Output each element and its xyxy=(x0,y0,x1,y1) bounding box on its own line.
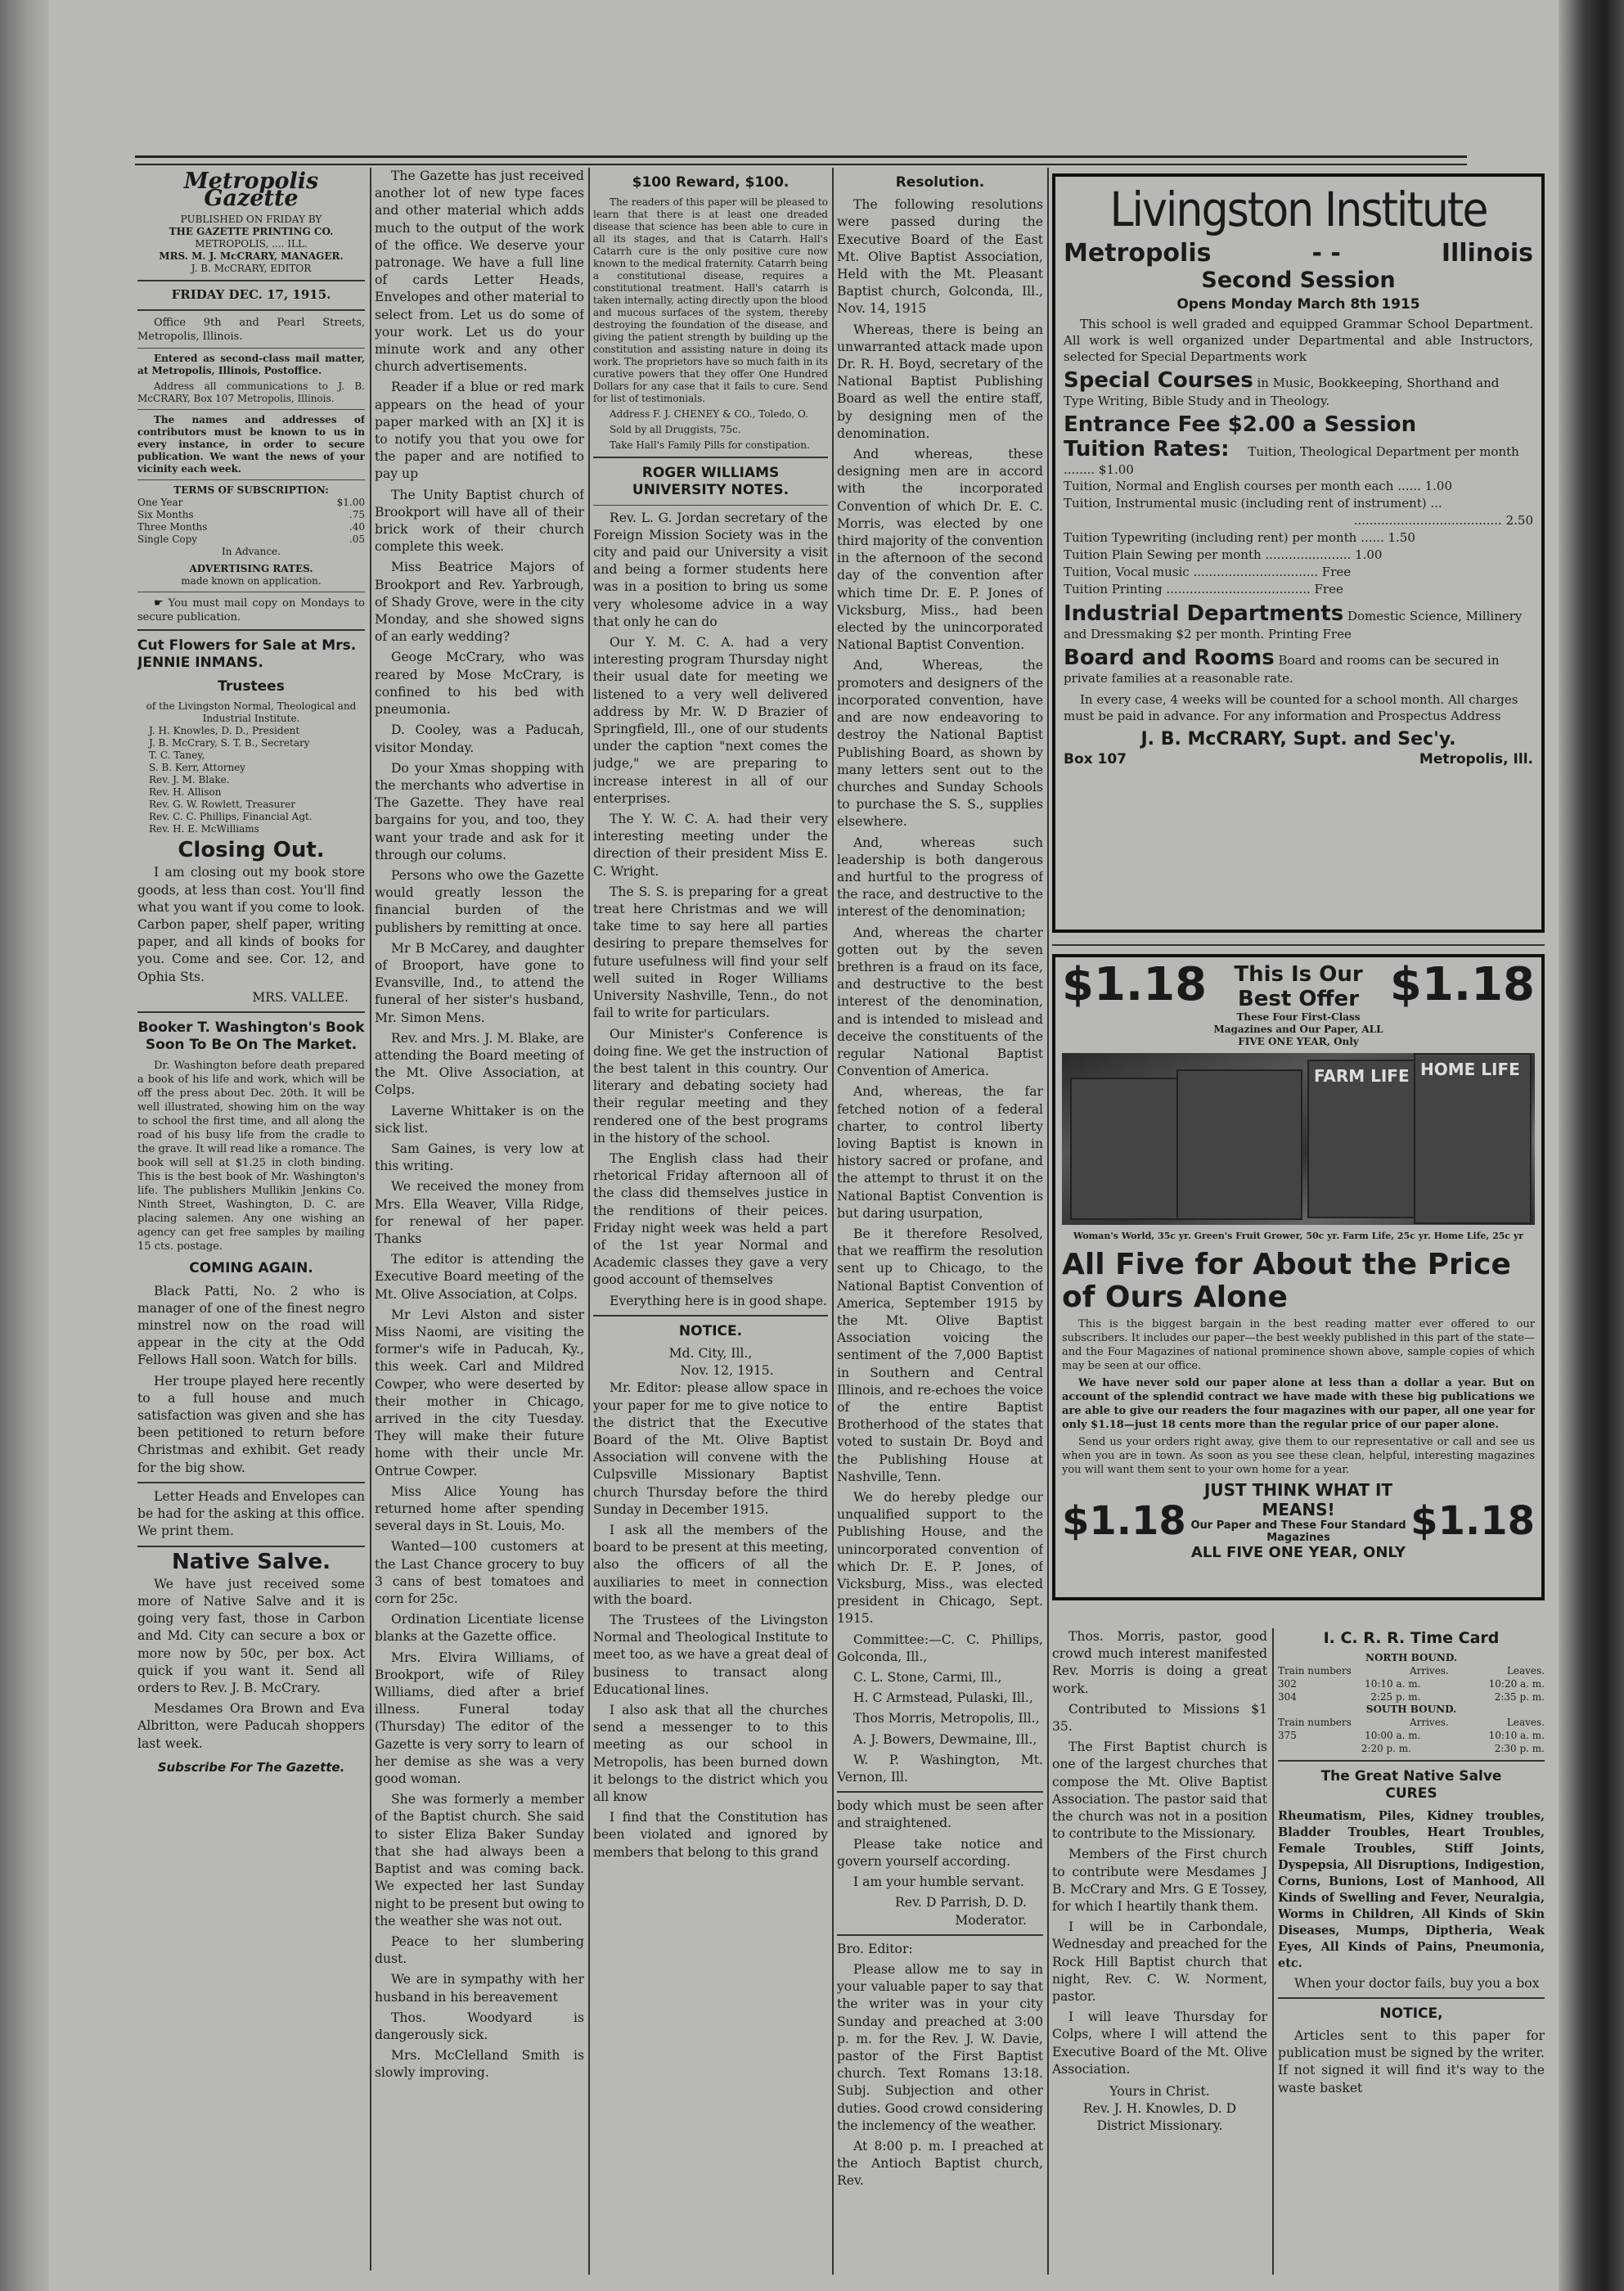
resolution-text: And, whereas, the far fetched notion of a federal charter, to control liberty loving Baptist is known in history sacred or profane, and the attempt to thrust it on the National Baptist Convention is but daring usurpation, xyxy=(837,1084,1043,1221)
divider xyxy=(137,629,365,631)
offer-just-think-sub: Our Paper and These Four Standard Magazines xyxy=(1190,1519,1406,1544)
offer-big-heading: All Five for About the Price of Ours Alone xyxy=(1062,1248,1511,1314)
notice-date: Nov. 12, 1915. xyxy=(680,1363,774,1379)
letter-signature-title: District Missionary. xyxy=(1096,2118,1223,2134)
university-note: The English class had their rhetorical Friday afternoon all of the class did themselves justice in the renditions of their peices. Friday night week was held a part of the 1st year Normal and Academic classes they gave a very good account of themselves xyxy=(593,1150,828,1288)
closing-out-signature: MRS. VALLEE. xyxy=(252,989,349,1005)
university-note: Our Minister's Conference is doing fine. We get the instruction of the best talent in this country. Our literary and debating society had their regular meeting and they rendered one of the best programs in the history of the school. xyxy=(593,1026,828,1146)
entered-notice: Entered as second-class mail matter, at Metropolis, Illinois, Postoffice. xyxy=(137,352,365,376)
masthead-line: PUBLISHED ON FRIDAY BY xyxy=(180,214,322,226)
divider xyxy=(137,409,365,410)
institute-city: Metropolis - - Illinois xyxy=(1064,239,1533,268)
offer-footer xyxy=(1062,1480,1535,1561)
booker-heading: Booker T. Washington's Book Soon To Be On The Market. xyxy=(137,1019,365,1054)
office-address: Office 9th and Pearl Streets, Metropolis, Illinois. xyxy=(137,316,365,343)
notice-continued: body which must be seen after and straightened. xyxy=(837,1798,1043,1831)
magazine-offer-ad xyxy=(1052,954,1545,1600)
advertisement-area xyxy=(1052,173,1545,1618)
time-card-row: 304 2:25 p. m. 2:35 p. m. xyxy=(1278,1691,1545,1704)
tuition-row: Tuition Printing ..................................... Free xyxy=(1064,582,1343,596)
local-item: Reader if a blue or red mark appears on the head of your paper marked with an [X] it is to notify you that you owe for the paper and are notified to pay up xyxy=(375,380,584,482)
terms-advance: In Advance. xyxy=(222,545,281,557)
terms-row: Three Months .40 xyxy=(137,520,365,533)
masthead-line: METROPOLIS, .... ILL. xyxy=(195,238,308,250)
notice-continued: Please take notice and govern yourself according. xyxy=(837,1836,1043,1869)
local-item: Persons who owe the Gazette would greatly lesson the financial burden of the publishers by remitting at once. xyxy=(375,867,584,935)
divider xyxy=(837,1791,1043,1793)
divider xyxy=(837,1934,1043,1936)
offer-text: This is the biggest bargain in the best reading matter ever offered to our subscribers. It includes our paper—the best weekly published in this part of the state—and the Four Magazines of national prominence shown above, sample copies of which may be seen at our office. xyxy=(1062,1318,1535,1372)
university-note: Rev. L. G. Jordan secretary of the Foreign Mission Society was in the city and paid our University a visit and being a former students here was in a position to bring us some very wholesome advice in a way that only he can do xyxy=(593,510,828,629)
terms-row: Six Months .75 xyxy=(137,508,365,520)
trustees-line: Rev. J. M. Blake. xyxy=(149,774,230,786)
resolution-text: And, whereas the charter gotten out by the seven brethren is a fraud on its face, and destructive to the best interest of the denomination, and is intended to mislead and deceive the constituents of the regular National Baptist Convention of America. xyxy=(837,925,1043,1079)
notice-text: Articles sent to this paper for publication must be signed by the writer. If not signed it will find it's way to the waste basket xyxy=(1278,2028,1545,2095)
tuition-row: Tuition, Vocal music ................................ Free xyxy=(1064,565,1352,579)
local-item: We received the money from Mrs. Ella Weaver, Villa Ridge, for renewal of her paper. Thanks xyxy=(375,1179,584,1246)
resolution-text: The following resolutions were passed during the Executive Board of the East Mt. Olive Baptist Association, Held with the Mt. Pleasant Baptist church, Golconda, Ill., Nov. 14, 1915 xyxy=(837,197,1043,317)
scan-right-edge xyxy=(1559,0,1624,2291)
institute-tuition-rates: Tuition Rates: Tuition, Theological Department per month ........ $1.00 xyxy=(1064,437,1519,477)
flowers-notice: Cut Flowers for Sale at Mrs. JENNIE INMANS. xyxy=(137,637,357,671)
committee-line: H. C Armstead, Pulaski, Ill., xyxy=(853,1690,1033,1706)
offer-heading: This Is Our Best Offer xyxy=(1234,962,1363,1011)
salve-heading: The Great Native Salve xyxy=(1320,1768,1502,1785)
letter-closing: Yours in Christ. xyxy=(1109,2084,1210,2100)
divider xyxy=(1052,944,1545,946)
notice-text: I ask all the members of the board to be present at this meeting, also the officers of all the auxiliaries to meet in connection with the board. xyxy=(593,1522,828,1607)
divider xyxy=(1278,1760,1545,1762)
letter-text: At 8:00 p. m. I preached at the Antioch Baptist church, Rev. xyxy=(837,2138,1043,2189)
trustees-line: Rev. C. C. Phillips, Financial Agt. xyxy=(149,811,313,823)
column-rule xyxy=(588,168,590,2275)
notice-heading: NOTICE, xyxy=(1379,2005,1443,2022)
offer-price: $1.18 xyxy=(1062,1497,1186,1544)
committee-line: Committee:—C. C. Phillips, Golconda, Ill., xyxy=(837,1632,1043,1664)
terms-row: One Year $1.00 xyxy=(137,496,365,508)
notice-text: I find that the Constitution has been violated and ignored by members that belong to this grand xyxy=(593,1810,828,1860)
offer-text: We have never sold our paper alone at less than a dollar a year. But on account of the splendid contract we have made with these big publications we are able to give our readers the four magazines with our paper, all one year for only $1.18—just 18 cents more than the regular price of our paper alone. xyxy=(1062,1377,1535,1431)
resolution-text: Be it therefore Resolved, that we reaffirm the resolution sent up to Chicago, to the National Baptist Convention of America, September 1915 by the Mt. Olive Baptist Association voicing the sentiment of the 7,000 Baptist in Southern and Central Illinois, and re-echoes the voice of the entire Baptist Brotherhood of the states that voted to sustain Dr. Boyd and the Publishing House at Nashville, Tenn. xyxy=(837,1226,1043,1484)
coming-again-heading: COMING AGAIN. xyxy=(189,1260,313,1277)
local-item: Laverne Whittaker is on the sick list. xyxy=(375,1103,584,1136)
offer-text: Send us your orders right away, give them to our representative or call and see us when you are in town. As soon as you see these clean, helpful, interesting magazines you will want them sent to your own home for a year. xyxy=(1062,1436,1535,1476)
trustees-line: Rev. H. E. McWilliams xyxy=(149,823,259,835)
time-card-header-row: Train numbers Arrives. Leaves. xyxy=(1278,1717,1545,1729)
column-rule xyxy=(1047,168,1049,2275)
offer-caption: Woman's World, 35c yr. Green's Fruit Grower, 50c yr. Farm Life, 25c yr. Home Life, 25c yr xyxy=(1073,1231,1524,1241)
offer-just-think: JUST THINK WHAT IT MEANS! xyxy=(1203,1480,1393,1519)
column-rule xyxy=(832,168,834,2275)
divider xyxy=(593,457,828,458)
column-4 xyxy=(837,168,1043,2275)
issue-date: FRIDAY DEC. 17, 1915. xyxy=(171,287,331,303)
local-item: Sam Gaines, is very low at this writing. xyxy=(375,1141,584,1174)
pointing-hand-icon: ☛ xyxy=(154,596,164,610)
column-5a xyxy=(1052,1628,1267,2275)
divider xyxy=(593,505,828,506)
tuition-row: Tuition, Instrumental music (including rent of instrument) ... xyxy=(1064,496,1442,511)
livingston-institute-ad xyxy=(1052,173,1545,933)
reward-sold: Sold by all Druggists, 75c. xyxy=(610,424,741,436)
trustees-line: J. H. Knowles, D. D., President xyxy=(149,725,300,737)
contributors-notice: The names and addresses of contributors must be known to us in every instance, in order to secure publication. We want the news of your vicinity each week. xyxy=(137,413,365,475)
reward-text: The readers of this paper will be pleased to learn that there is at least one dreaded disease that science has been able to cure in all its stages, and that is Catarrh. Hall's Catarrh cure is the only positive cure now known to the medical fraternity. Catarrh being a constitutional disease, requires a constitutional treatment. Hall's catarrh is taken internally, acting directly upon the blood and mucous surfaces of the system, thereby destroying the foundation of the disease, and giving the patient strength by building up the constitution and assisting nature in doing its work. The proprietors have so much faith in its curative powers that they offer One Hundred Dollars for any case that it fails to cure. Send for list of testimonials. xyxy=(593,196,828,405)
institute-description: This school is well graded and equipped Grammar School Department. All work is well organized under Departmental and able Instructors, selected for Special Departments work xyxy=(1064,317,1533,364)
masthead-line: MRS. M. J. McCRARY, MANAGER. xyxy=(159,250,344,263)
time-card-header-row: Train numbers Arrives. Leaves. xyxy=(1278,1665,1545,1677)
native-salve-heading: Native Salve. xyxy=(172,1549,331,1574)
letter-salutation: Bro. Editor: xyxy=(837,1941,913,1956)
committee-line: W. P. Washington, Mt. Vernon, Ill. xyxy=(837,1752,1043,1785)
resolution-text: And, Whereas, the promoters and designers of the incorporated convention, have and are now endeavoring to destroy the National Baptist Publishing Board, as shown by many letters sent out to the churches and Sunday Schools to purchase the S. S., supplies elsewhere. xyxy=(837,658,1043,830)
magazine-covers-image xyxy=(1062,1053,1535,1225)
notice-place: Md. City, Ill., xyxy=(668,1345,753,1361)
salve-cures: CURES xyxy=(1385,1785,1437,1803)
divider xyxy=(137,280,365,281)
letter-text: The First Baptist church is one of the largest churches that compose the Mt. Olive Baptist Association. The pastor said that the church was not in a position to contribute to the Missionary. xyxy=(1052,1740,1267,1842)
offer-price: $1.18 xyxy=(1062,958,1208,1011)
divider xyxy=(137,479,365,480)
trustees-line: T. C. Taney, xyxy=(149,749,205,762)
divider xyxy=(1278,1997,1545,1999)
trustees-line: J. B. McCrary, S. T. B., Secretary xyxy=(149,737,310,749)
resolution-text: Whereas, there is being an unwarranted attack made upon Dr. R. H. Boyd, secretary of the National Baptist Publishing Board as well the entire staff, by designing men of the denomination. xyxy=(837,322,1043,441)
letter-text: Thos. Morris, pastor, good crowd much interest manifested Rev. Morris is doing a great work. xyxy=(1052,1629,1267,1696)
trustees-line: of the Livingston Normal, Theological and Industrial Institute. xyxy=(146,700,357,725)
local-item: Mrs. Elvira Williams, of Brookport, wife of Riley Williams, died after a brief illness. Funeral today (Thursday) The editor of the Gazette is very sorry to learn of her demise as she was a very good woman. xyxy=(375,1650,584,1787)
notice-text: The Trustees of the Livingston Normal and Theological Institute to meet too, as we have a great deal of business to transact along Educational lines. xyxy=(593,1613,828,1697)
letter-text: Please allow me to say in your valuable paper to say that the writer was in your city Sunday and preached at 3:00 p. m. for the Rev. J. W. Davie, pastor of the First Baptist church. Text Romans 13:18. Subj. Subjection and other duties. Good crowd considering the inclemency of the weather. xyxy=(837,1961,1043,2133)
masthead-title: Metropolis Gazette xyxy=(183,169,319,212)
reward-heading: $100 Reward, $100. xyxy=(632,174,790,191)
university-note: The S. S. is preparing for a great treat here Christmas and we will take time to say here all parties desiring to prepare themselves for future usefulness will find your self well suited in Roger Williams University Nashville, Tenn., do not fail to write for particulars. xyxy=(593,884,828,1021)
offer-header xyxy=(1062,958,1535,1048)
local-item: Mr Levi Alston and sister Miss Naomi, are visiting the former's wife in Paducah, Ky., this week. Carl and Mildred Cowper, who were deserted by their mother in Chicago, arrived in the city Tuesday. They will make their future home with their uncle Mr. Ontrue Cowper. xyxy=(375,1307,584,1479)
letter-text: Members of the First church to contribute were Mesdames J B. McCrary and Mrs. G E Tossey, for which I heartily thank them. xyxy=(1052,1847,1267,1915)
terms-heading: TERMS OF SUBSCRIPTION: xyxy=(173,484,329,496)
reward-pills: Take Hall's Family Pills for constipation. xyxy=(610,439,810,452)
resolution-text: And, whereas such leadership is both dangerous and hurtful to the progress of the race, and destructive to the interest of the denomination; xyxy=(837,835,1043,920)
tuition-row: Tuition Plain Sewing per month ...................... 1.00 xyxy=(1064,547,1383,562)
institute-title: Livingston Institute xyxy=(1109,182,1487,237)
closing-out-text: I am closing out my book store goods, at less than cost. You'll find what you want if you come to look. Carbon paper, shelf paper, writing paper, and all kinds of books for you. Come and see. Cor. 12, and Ophia Sts. xyxy=(137,865,365,984)
south-bound-heading: SOUTH BOUND. xyxy=(1365,1704,1457,1716)
subscribe-notice: Subscribe For The Gazette. xyxy=(157,1759,345,1775)
offer-just-think-sub: ALL FIVE ONE YEAR, ONLY xyxy=(1190,1544,1406,1561)
notice-text: Mr. Editor: please allow space in your paper for me to give notice to the district that the Executive Board of the Mt. Olive Baptist Association will convene with the Culpsville Missionary Baptist church Thursday before the third Sunday in December 1915. xyxy=(593,1380,828,1517)
local-item: Peace to her slumbering dust. xyxy=(375,1933,584,1967)
roger-williams-heading: ROGER WILLIAMS UNIVERSITY NOTES. xyxy=(632,465,790,499)
tuition-row: Tuition, Normal and English courses per month each ...... 1.00 xyxy=(1064,479,1452,493)
local-item: Thos. Woodyard is dangerously sick. xyxy=(375,2010,584,2042)
address-notice: Address all communications to J. B. McCRARY, Box 107 Metropolis, Illinois. xyxy=(137,380,365,404)
salve-text: Rheumatism, Piles, Kidney troubles, Bladder Troubles, Heart Troubles, Female Troubles, Stiff Joints, Dyspepsia, All Disruptions, Indigestion, Corns, Bunions, Lost of Manhood, All Kinds of Swelling and Fever, Neuralgia, Worms in Children, All Kinds of Skin Diseases, Mumps, Diptheria, Weak Eyes, All Kinds of Pains, Pneumonia, etc. xyxy=(1278,1808,1545,1970)
letter-heads-notice: Letter Heads and Envelopes can be had for the asking at this office. We print them. xyxy=(137,1488,365,1539)
column-3 xyxy=(593,168,828,2275)
local-item: The Unity Baptist church of Brookport will have all of their brick work of their church complete this week. xyxy=(375,487,584,555)
notice-signature: Rev. D Parrish, D. D. xyxy=(894,1895,1027,1911)
committee-line: Thos Morris, Metropolis, Ill., xyxy=(853,1711,1040,1726)
advertising-heading: ADVERTISING RATES. xyxy=(189,562,313,574)
trustees-line: Rev. G. W. Rowlett, Treasurer xyxy=(149,799,295,811)
divider xyxy=(137,348,365,349)
institute-industrial: Industrial Departments Domestic Science, Millinery and Dressmaking $2 per month. Printing Free xyxy=(1064,601,1523,641)
time-card-row: 302 10:10 a. m. 10:20 a. m. xyxy=(1278,1678,1545,1690)
resolution-heading: Resolution. xyxy=(895,174,985,191)
native-salve-text: Mesdames Ora Brown and Eva Albritton, were Paducah shoppers last week. xyxy=(137,1701,365,1751)
divider xyxy=(137,1482,365,1483)
institute-every-case: In every case, 4 weeks will be counted for a school month. All charges must be paid in advance. For any information and Prospectus Address xyxy=(1064,692,1518,723)
notice-signature-title: Moderator. xyxy=(955,1912,1027,1928)
mail-notice: ☛ You must mail copy on Mondays to secure publication. xyxy=(137,596,365,623)
magazine-cover: HOME LIFE xyxy=(1414,1053,1532,1224)
local-item: She was formerly a member of the Baptist church. She said to sister Eliza Baker Sunday that she had always been a Baptist and was coming back. We expected her last Sunday night to be present but owing to the weather she was not out. xyxy=(375,1792,584,1929)
coming-again-text: Black Patti, No. 2 who is manager of one of the finest negro minstrel now on the road will appear in the city at the Odd Fellows Hall soon. Watch for bills. xyxy=(137,1283,365,1368)
salve-text: When your doctor fails, buy you a box xyxy=(1294,1975,1540,1991)
divider xyxy=(137,1011,365,1013)
local-item: The editor is attending the Executive Board meeting of the Mt. Olive Association, at Colps. xyxy=(375,1252,584,1302)
institute-opens: Opens Monday March 8th 1915 xyxy=(1176,296,1420,313)
column-rule xyxy=(1272,1628,1274,2275)
resolution-text: And whereas, these designing men are in accord with the incorporated Convention of which Dr. E. C. Morris, was elected by one third majority of the convention in the afternoon of the second day of the convention after which time Dr. E. P. Jones of Vicksburg, Miss., had been elected by the unincorporated National Baptist Convention. xyxy=(837,447,1043,653)
letter-text: Contributed to Missions $1 35. xyxy=(1052,1701,1267,1735)
advertising-text: made known on application. xyxy=(181,574,322,587)
committee-line: A. J. Bowers, Dewmaine, Ill., xyxy=(853,1731,1037,1747)
local-item: We are in sympathy with her husband in his bereavement xyxy=(375,1972,584,2005)
column-rule xyxy=(370,168,371,2271)
local-item: Wanted—100 customers at the Last Chance grocery to buy 3 cans of best tomatoes and corn for 25c. xyxy=(375,1539,584,1607)
magazine-cover xyxy=(1070,1078,1180,1220)
coming-again-text: Her troupe played here recently to a full house and much satisfaction was given and she has been petitioned to return before Christmas and exhibit. Get ready for the big show. xyxy=(137,1373,365,1475)
masthead-line: THE GAZETTE PRINTING CO. xyxy=(169,226,334,238)
tuition-row: Tuition Typewriting (including rent) per month ...... 1.50 xyxy=(1064,530,1415,545)
scan-left-edge xyxy=(0,0,49,2291)
local-item: D. Cooley, was a Paducah, visitor Monday. xyxy=(375,722,584,755)
university-note: Our Y. M. C. A. had a very interesting program Thursday night their usual date for meeting we listened to a very well delivered address by Mr. W. D Brazier of Springfield, Ill., one of our students under the caption "next comes the judge," we are preparing to increase interest in all of our enterprises. xyxy=(593,635,828,806)
committee-line: C. L. Stone, Carmi, Ill., xyxy=(853,1670,1002,1686)
university-note: Everything here is in good shape. xyxy=(610,1293,828,1308)
trustees-line: S. B. Kerr, Attorney xyxy=(149,762,246,774)
trustees-line: Rev. H. Allison xyxy=(149,786,222,799)
university-note: The Y. W. C. A. had their very interesting meeting under the direction of their president Miss E. C. Wright. xyxy=(593,812,828,879)
local-item: Do your Xmas shopping with the merchants who advertise in The Gazette. They have real bargains for you, and too, they want your trade and ask for it through our colums. xyxy=(375,760,584,862)
local-item: Ordination Licentiate license blanks at the Gazette office. xyxy=(375,1612,584,1645)
offer-price: $1.18 xyxy=(1410,1497,1535,1544)
divider xyxy=(137,1546,365,1547)
time-card-row: 375 10:00 a. m. 10:10 a. m. xyxy=(1278,1730,1545,1742)
magazine-cover: FARM LIFE xyxy=(1307,1060,1417,1218)
masthead-line: J. B. McCRARY, EDITOR xyxy=(191,263,312,275)
native-salve-text: We have just received some more of Native Salve and it is going very fast, those in Carbon and Md. City can secure a box or more now by 50c, per box. Act quick if you want it. Send all orders to Rev. J. B. McCrary. xyxy=(137,1576,365,1695)
divider xyxy=(593,1315,828,1317)
institute-box: Box 107 Metropolis, Ill. xyxy=(1064,751,1533,767)
time-card-heading: I. C. R. R. Time Card xyxy=(1323,1629,1500,1647)
offer-subheading: These Four First-Class Magazines and Our Paper, ALL FIVE ONE YEAR, Only xyxy=(1213,1011,1383,1047)
institute-special-courses: Special Courses in Music, Bookkeeping, Shorthand and Type Writing, Bible Study and in Theology. xyxy=(1064,368,1500,408)
notice-text: I also ask that all the churches send a messenger to to this meeting as our school in Metropolis, has been burned down it belongs to the district which you all know xyxy=(593,1703,828,1805)
magazine-cover xyxy=(1176,1069,1302,1220)
booker-text: Dr. Washington before death prepared a book of his life and work, which will be off the press about Dec. 20th. It will be well illustrated, showing him on the way to school the first time, and all along the road of his busy life from the cradle to the grave. It will read like a romance. The book will sell at $1.25 in cloth binding. This is the best book of Mr. Washington's life. The publishers Mullikin Jenkins Co. Ninth Street, Washington, D. C. are placing salemen. Any one wishing an agency can get free samples by mailing 15 cts. postage. xyxy=(137,1060,365,1254)
letter-signature: Rev. J. H. Knowles, D. D xyxy=(1082,2101,1237,2117)
closing-out-heading: Closing Out. xyxy=(178,838,325,863)
institute-session: Second Session xyxy=(1201,268,1396,293)
notice-heading: NOTICE. xyxy=(678,1322,743,1339)
column-1 xyxy=(137,168,365,2275)
column-2 xyxy=(375,168,584,2275)
local-item: Mrs. McClelland Smith is slowly improving. xyxy=(375,2048,584,2081)
local-item: The Gazette has just received another lot of new type faces and other material which adds much to the output of the work of the office. We deserve your patronage. We have a full line of cards Letter Heads, Envelopes and other material to select from. Let us do some of your work. Let us do your minute work and any other church advertisements. xyxy=(375,169,584,375)
local-item: Miss Alice Young has returned home after spending several days in St. Louis, Mo. xyxy=(375,1483,584,1534)
reward-address: Address F. J. CHENEY & CO., Toledo, O. xyxy=(610,408,808,421)
column-5b xyxy=(1278,1628,1545,2275)
offer-price: $1.18 xyxy=(1389,958,1535,1011)
trustees-heading: Trustees xyxy=(218,678,285,695)
notice-continued: I am your humble servant. xyxy=(853,1875,1024,1890)
tuition-row: ...................................... 2.50 xyxy=(1353,513,1533,528)
local-item: Geoge McCrary, who was reared by Mose McCrary, is confined to his bed with pneumonia. xyxy=(375,650,584,718)
north-bound-heading: NORTH BOUND. xyxy=(1365,1652,1458,1664)
institute-entrance-fee: Entrance Fee $2.00 a Session xyxy=(1064,412,1417,437)
institute-board: Board and Rooms Board and rooms can be secured in private families at a reasonable rate. xyxy=(1064,646,1500,686)
terms-row: Single Copy .05 xyxy=(137,533,365,545)
letter-text: I will be in Carbondale, Wednesday and preached for the Rock Hill Baptist church that night, Rev. C. W. Norment, pastor. xyxy=(1052,1920,1267,2005)
divider xyxy=(137,309,365,311)
institute-signature: J. B. McCRARY, Supt. and Sec'y. xyxy=(1140,729,1456,749)
resolution-text: We do hereby pledge our unqualified support to the Publishing House, and the unincorporated convention of which Dr. E. P. Jones, of Vicksburg, Miss., was elected president in Chicago, Sept. 1915. xyxy=(837,1490,1043,1627)
time-card-row: 2:20 p. m. 2:30 p. m. xyxy=(1361,1743,1545,1755)
local-item: Mr B McCarey, and daughter of Brooport, have gone to Evansville, Ind., to attend the funeral of her sister's husband, Mr. Simon Mens. xyxy=(375,940,584,1025)
local-item: Rev. and Mrs. J. M. Blake, are attending the Board meeting of the Mt. Olive Association, at Colps. xyxy=(375,1030,584,1098)
top-rule xyxy=(135,155,1467,165)
letter-text: I will leave Thursday for Colps, where I will attend the Executive Board of the Mt. Olive Association. xyxy=(1052,2010,1267,2077)
local-item: Miss Beatrice Majors of Brookport and Rev. Yarbrough, of Shady Grove, were in the city Monday, and she showed signs of an early wedding? xyxy=(375,560,584,645)
